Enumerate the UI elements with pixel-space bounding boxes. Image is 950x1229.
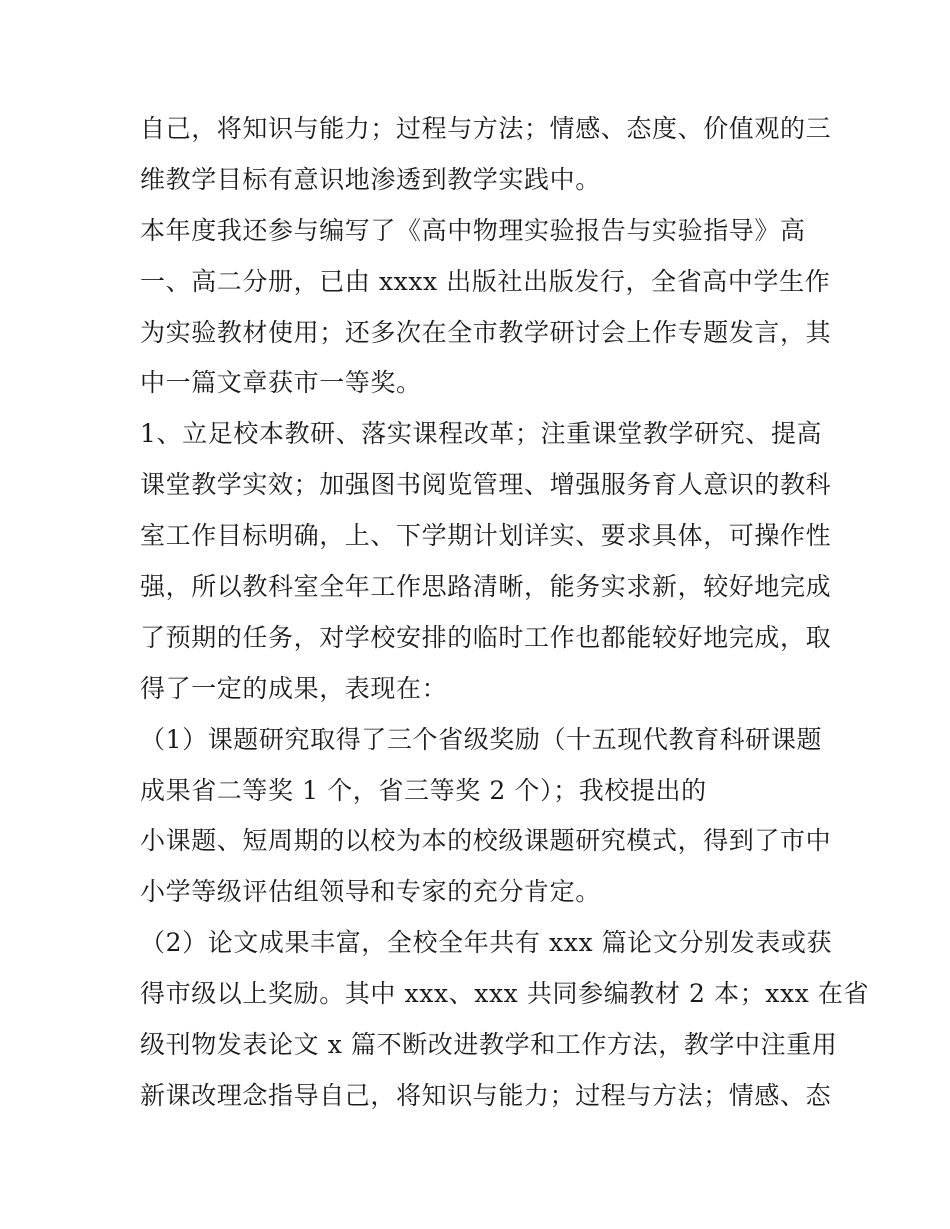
text-line: 自己，将知识与能力；过程与方法；情感、态度、价值观的三 <box>140 114 832 143</box>
text-line: 室工作目标明确，上、下学期计划详实、要求具体，可操作性 <box>140 521 832 551</box>
text-line: 得了一定的成果，表现在： <box>140 673 448 703</box>
text-line: 本年度我还参与编写了《高中物理实验报告与实验指导》高 <box>140 215 806 245</box>
text-line: 新课改理念指导自己，将知识与能力；过程与方法；情感、态 <box>140 1080 832 1110</box>
body-text <box>140 104 870 1122</box>
text-line: 为实验教材使用；还多次在全市教学研讨会上作专题发言，其 <box>140 317 832 347</box>
text-line: 小学等级评估组领导和专家的充分肯定。 <box>140 877 601 907</box>
text-line: 维教学目标有意识地渗透到教学实践中。 <box>140 164 601 194</box>
text-line: 一、高二分册，已由 xxxx 出版社出版发行，全省高中学生作 <box>140 266 831 296</box>
text-line: （1）课题研究取得了三个省级奖励（十五现代教育科研课题 <box>140 724 823 754</box>
text-line: 课堂教学实效；加强图书阅览管理、增强服务育人意识的教科 <box>140 470 832 500</box>
text-line: 中一篇文章获市一等奖。 <box>140 368 422 398</box>
text-line: 成果省二等奖 1 个，省三等奖 2 个）；我校提出的 <box>140 775 707 805</box>
text-line: 级刊物发表论文 x 篇不断改进教学和工作方法，教学中注重用 <box>140 1030 838 1060</box>
text-line: 了预期的任务，对学校安排的临时工作也都能较好地完成，取 <box>140 622 832 652</box>
text-line: 1、立足校本教研、落实课程改革；注重课堂教学研究、提高 <box>140 419 823 449</box>
text-line: （2）论文成果丰富，全校全年共有 xxx 篇论文分别发表或获 <box>140 928 833 958</box>
text-line: 小课题、短周期的以校为本的校级课题研究模式，得到了市中 <box>140 826 832 856</box>
text-line: 强，所以教科室全年工作思路清晰，能务实求新，较好地完成 <box>140 572 832 602</box>
text-line: 得市级以上奖励。其中 xxx、xxx 共同参编教材 2 本；xxx 在省 <box>140 979 870 1009</box>
